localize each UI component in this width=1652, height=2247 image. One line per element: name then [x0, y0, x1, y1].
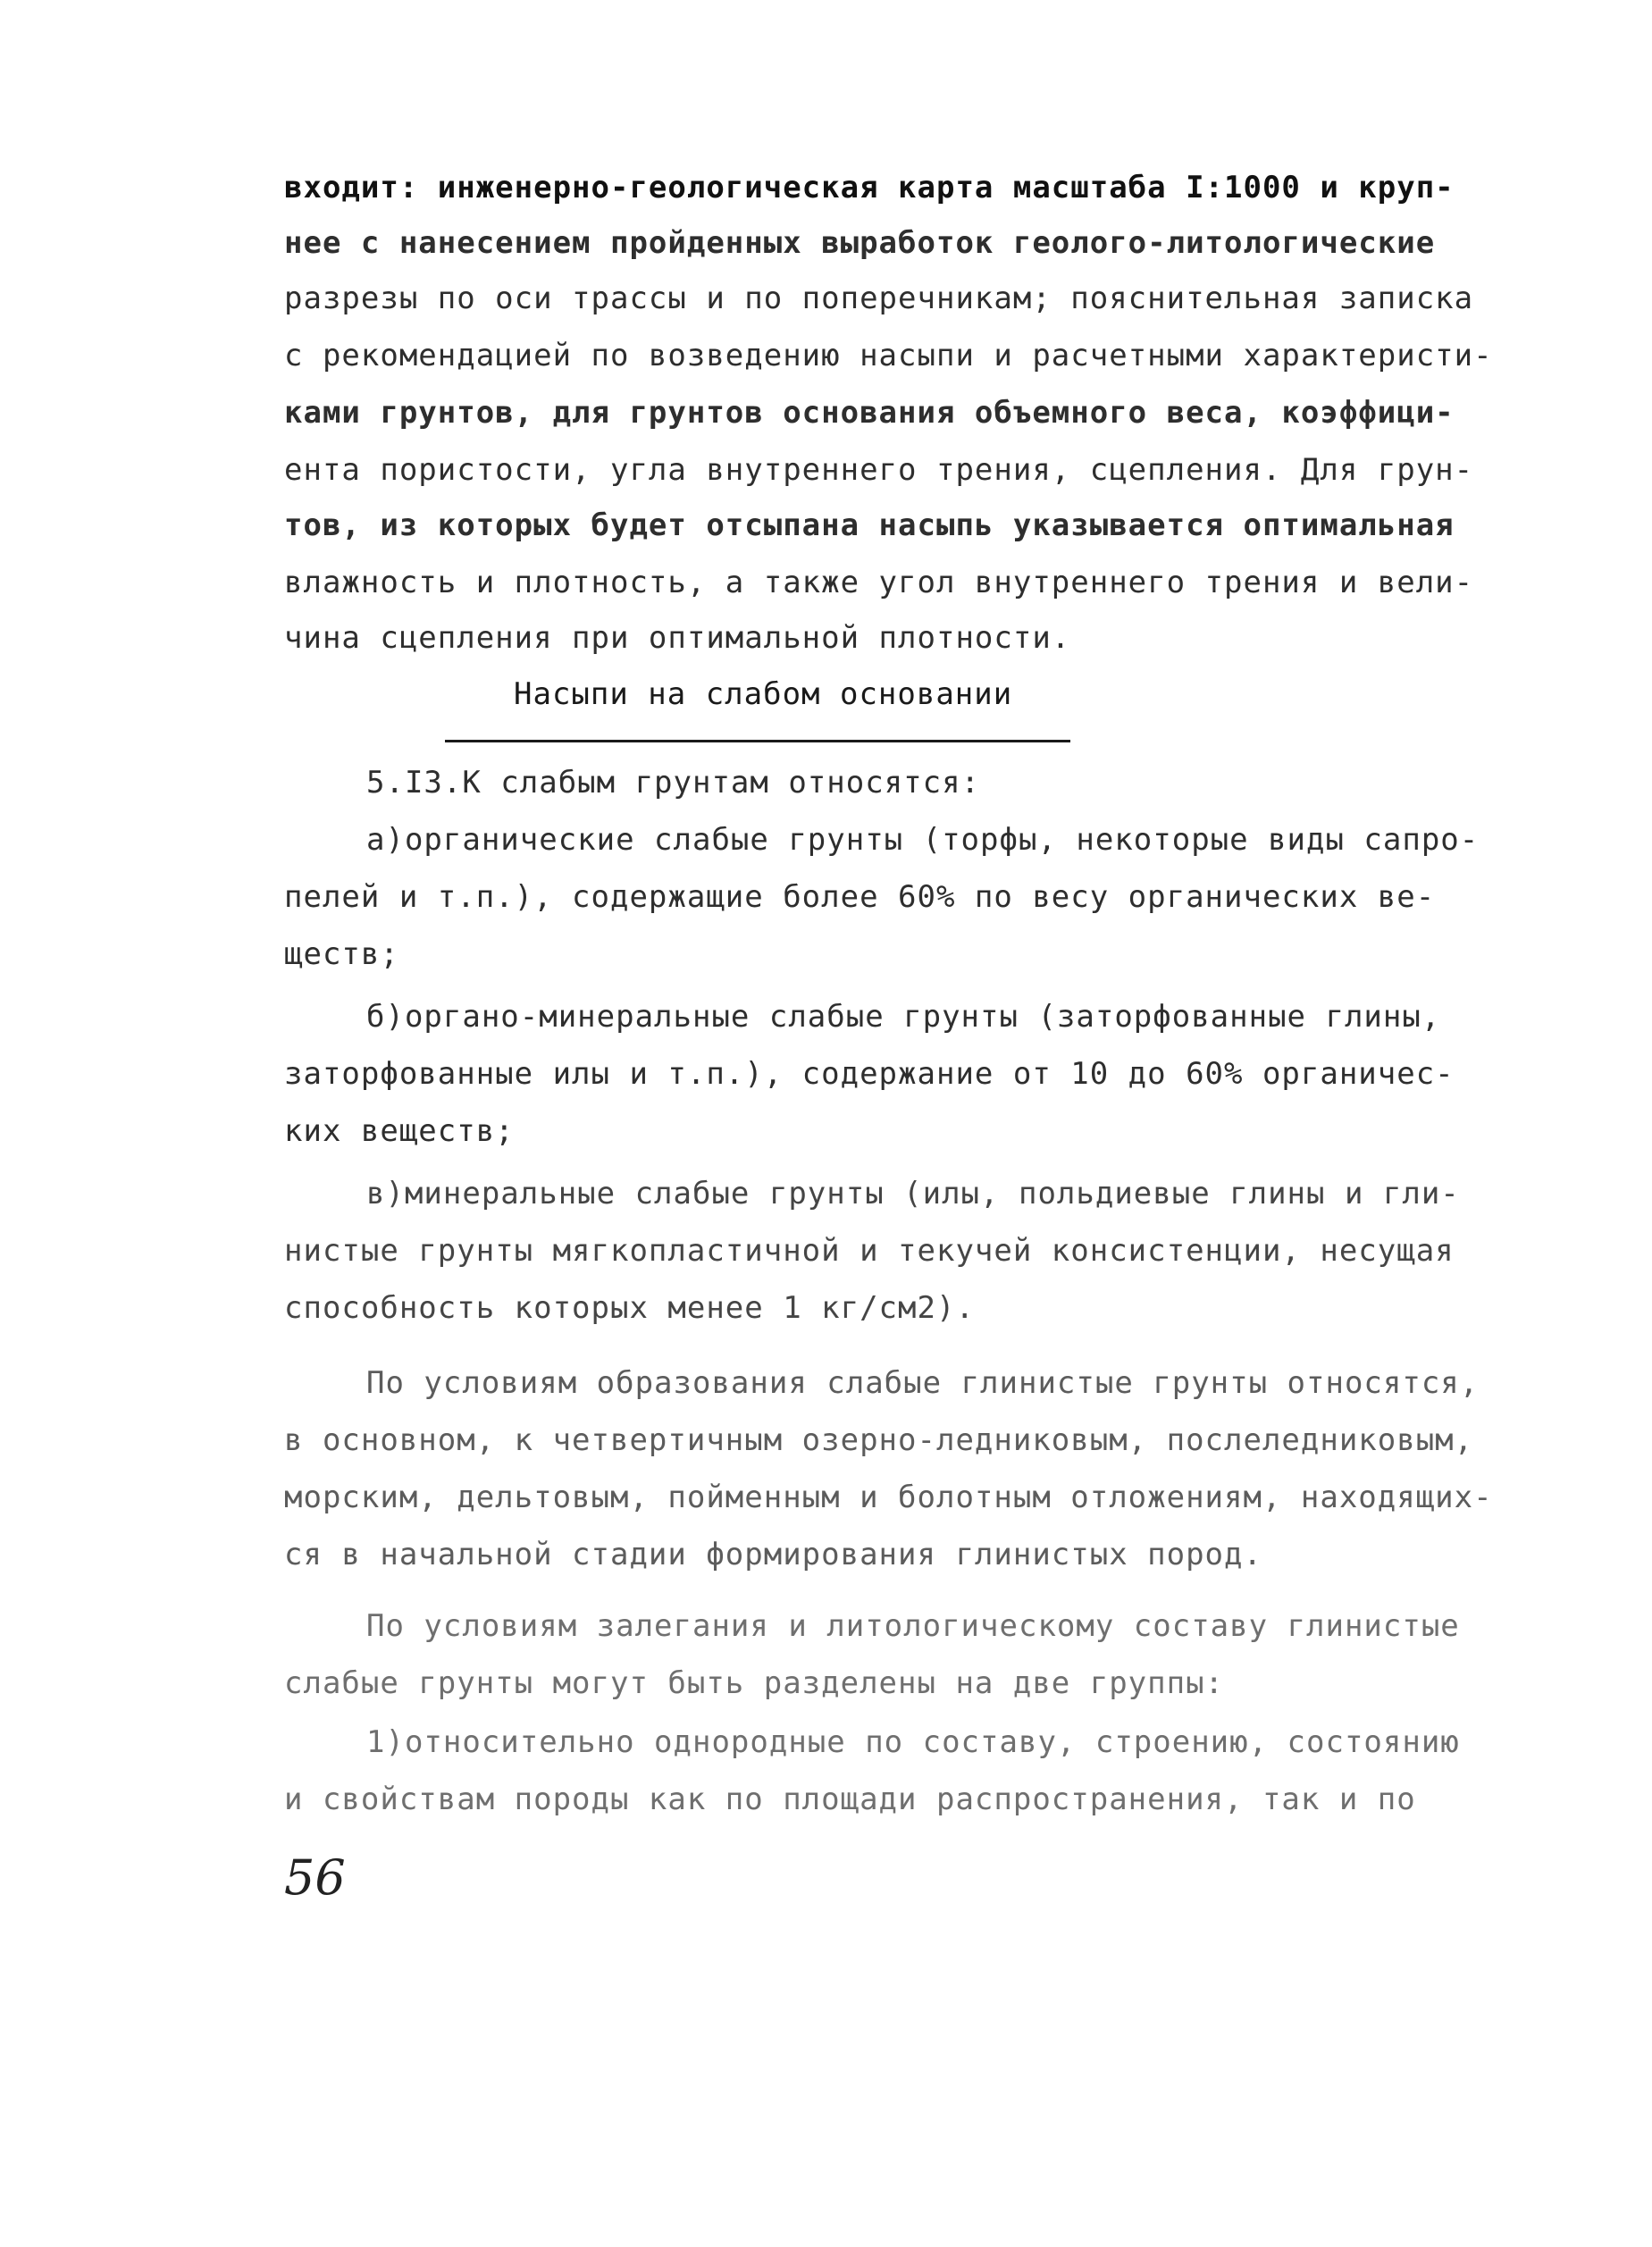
groups-line-1: По условиям залегания и литологическому составу глинистые [366, 1608, 1460, 1644]
item-b-line-1: б)органо-минеральные слабые грунты (заторфованные глины, [366, 999, 1441, 1035]
page-number: 56 [284, 1849, 346, 1906]
section-heading: Насыпи на слабом основании [514, 676, 1013, 712]
item-a-line-1: а)органические слабые грунты (торфы, некоторые виды сапро- [366, 822, 1480, 858]
clause-title: 5.I3.К слабым грунтам относятся: [366, 765, 981, 801]
origin-line-2: в основном, к четвертичным озерно-ледниковым, послеледниковым, [284, 1422, 1474, 1458]
intro-line-1: входит: инженерно-геологическая карта масштаба I:1000 и круп- [284, 170, 1455, 205]
origin-line-3: морским, дельтовым, пойменным и болотным отложениям, находящих- [284, 1480, 1493, 1515]
group1-line-1: 1)относительно однородные по составу, строению, состоянию [366, 1724, 1460, 1760]
intro-line-7: тов, из которых будет отсыпана насыпь указывается оптимальная [284, 507, 1455, 543]
intro-line-6: ента пористости, угла внутреннего трения, сцепления. Для грун- [284, 452, 1474, 488]
origin-line-1: По условиям образования слабые глинистые грунты относятся, [366, 1365, 1480, 1401]
origin-line-4: ся в начальной стадии формирования глинистых пород. [284, 1537, 1262, 1572]
item-b-line-2: заторфованные илы и т.п.), содержание от 10 до 60% органичес- [284, 1056, 1455, 1092]
item-a-line-3: ществ; [284, 936, 399, 972]
item-a-line-2: пелей и т.п.), содержащие более 60% по весу органических ве- [284, 879, 1436, 915]
heading-underline [445, 740, 1070, 742]
item-b-line-3: ких веществ; [284, 1113, 515, 1149]
intro-line-9: чина сцепления при оптимальной плотности. [284, 620, 1071, 656]
intro-line-5: ками грунтов, для грунтов основания объемного веса, коэффици- [284, 395, 1455, 431]
groups-line-2: слабые грунты могут быть разделены на две группы: [284, 1665, 1225, 1701]
intro-line-8: влажность и плотность, а также угол внутреннего трения и вели- [284, 565, 1474, 600]
item-c-line-1: в)минеральные слабые грунты (илы, польдиевые глины и гли- [366, 1176, 1460, 1212]
intro-line-3: разрезы по оси трассы и по поперечникам; пояснительная записка [284, 281, 1474, 316]
intro-line-2: нее с нанесением пройденных выработок геолого-литологические [284, 225, 1436, 261]
item-c-line-2: нистые грунты мягкопластичной и текучей консистенции, несущая [284, 1233, 1455, 1269]
intro-line-4: с рекомендацией по возведению насыпи и расчетными характеристи- [284, 338, 1493, 373]
group1-line-2: и свойствам породы как по площади распространения, так и по [284, 1782, 1416, 1817]
item-c-line-3: способность которых менее 1 кг/см2). [284, 1290, 975, 1326]
